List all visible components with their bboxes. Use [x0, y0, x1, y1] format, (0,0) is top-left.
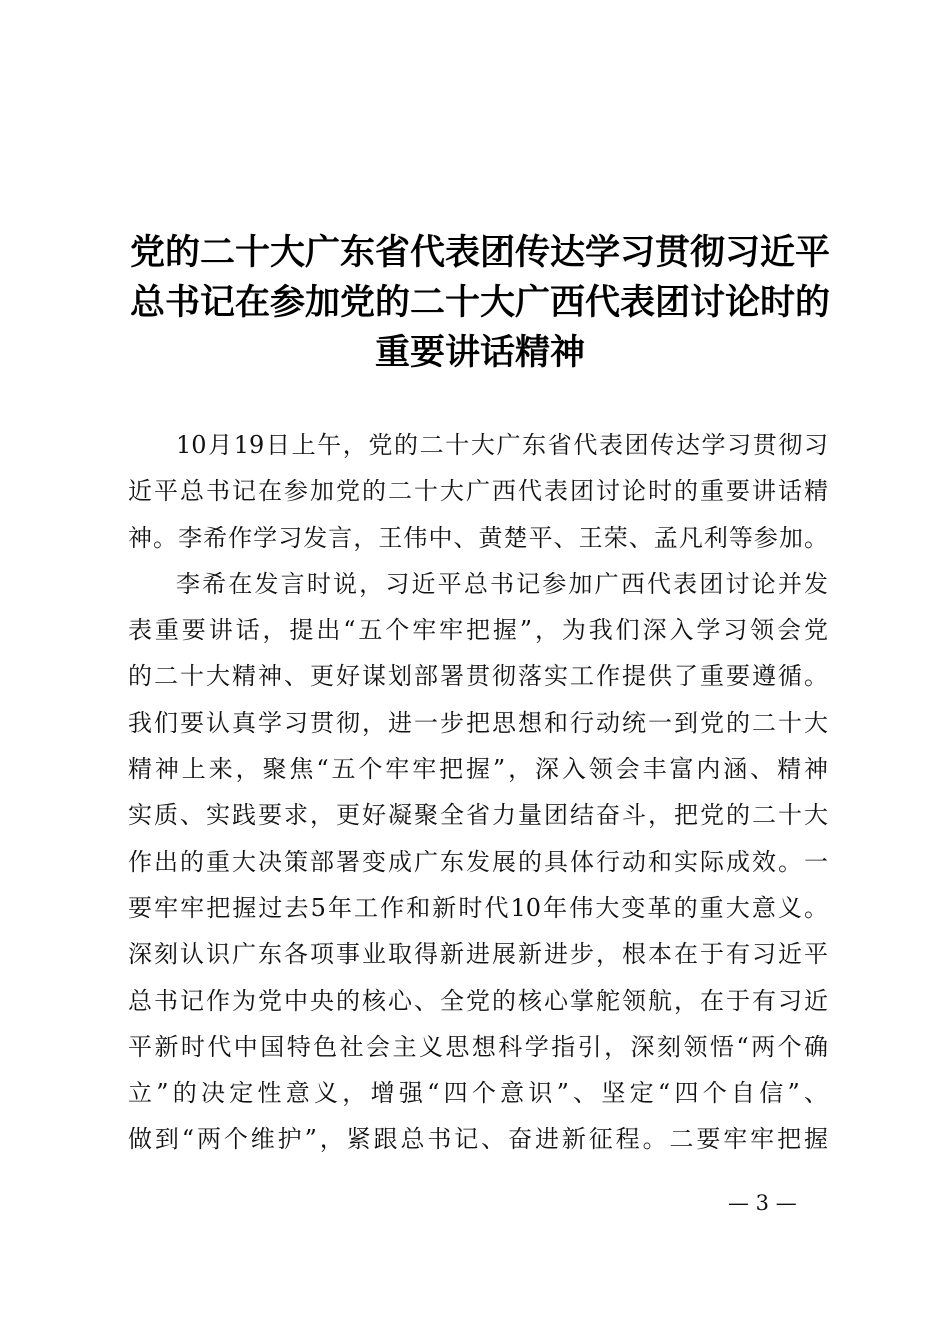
text-line: 神。李希作学习发言，王伟中、黄楚平、王荣、孟凡利等参加。: [128, 523, 828, 552]
paragraph-1: [128, 422, 828, 561]
text-line: 我们要认真学习贯彻，进一步把思想和行动统一到党的二十大: [128, 708, 828, 737]
text-line: 深刻认识广东各项事业取得新进展新进步，根本在于有习近平: [128, 940, 828, 969]
text-line: 总书记作为党中央的核心、全党的核心掌舵领航，在于有习近: [128, 986, 828, 1015]
document-title: [110, 228, 850, 378]
text-line: 平新时代中国特色社会主义思想科学指引，深刻领悟“两个确: [128, 1032, 828, 1061]
text-line: 表重要讲话，提出“五个牢牢把握”，为我们深入学习领会党: [128, 616, 828, 645]
text-line: 的二十大精神、更好谋划部署贯彻落实工作提供了重要遵循。: [128, 662, 828, 691]
page-number: — 3 —: [728, 1191, 797, 1215]
text-line: 作出的重大决策部署变成广东发展的具体行动和实际成效。一: [128, 847, 828, 876]
text-line: 要牢牢把握过去5年工作和新时代10年伟大变革的重大意义。: [128, 893, 828, 922]
text-line: 精神上来，聚焦“五个牢牢把握”，深入领会丰富内涵、精神: [128, 755, 828, 784]
text-line: 实质、实践要求，更好凝聚全省力量团结奋斗，把党的二十大: [128, 801, 828, 830]
text-line: 做到“两个维护”，紧跟总书记、奋进新征程。二要牢牢把握: [128, 1125, 828, 1154]
paragraph-2: [128, 561, 828, 1163]
text-line: 李希在发言时说，习近平总书记参加广西代表团讨论并发: [176, 569, 828, 598]
title-line: 重要讲话精神: [374, 333, 585, 373]
title-line: 党的二十大广东省代表团传达学习贯彻习近平: [129, 233, 830, 273]
text-line: 立”的决定性意义，增强“四个意识”、坚定“四个自信”、: [128, 1079, 828, 1108]
title-line: 总书记在参加党的二十大广西代表团讨论时的: [129, 283, 830, 323]
text-line: 10月19日上午，党的二十大广东省代表团传达学习贯彻习: [176, 431, 828, 459]
document-body: [128, 422, 828, 1163]
text-line: 近平总书记在参加党的二十大广西代表团讨论时的重要讲话精: [128, 477, 828, 506]
